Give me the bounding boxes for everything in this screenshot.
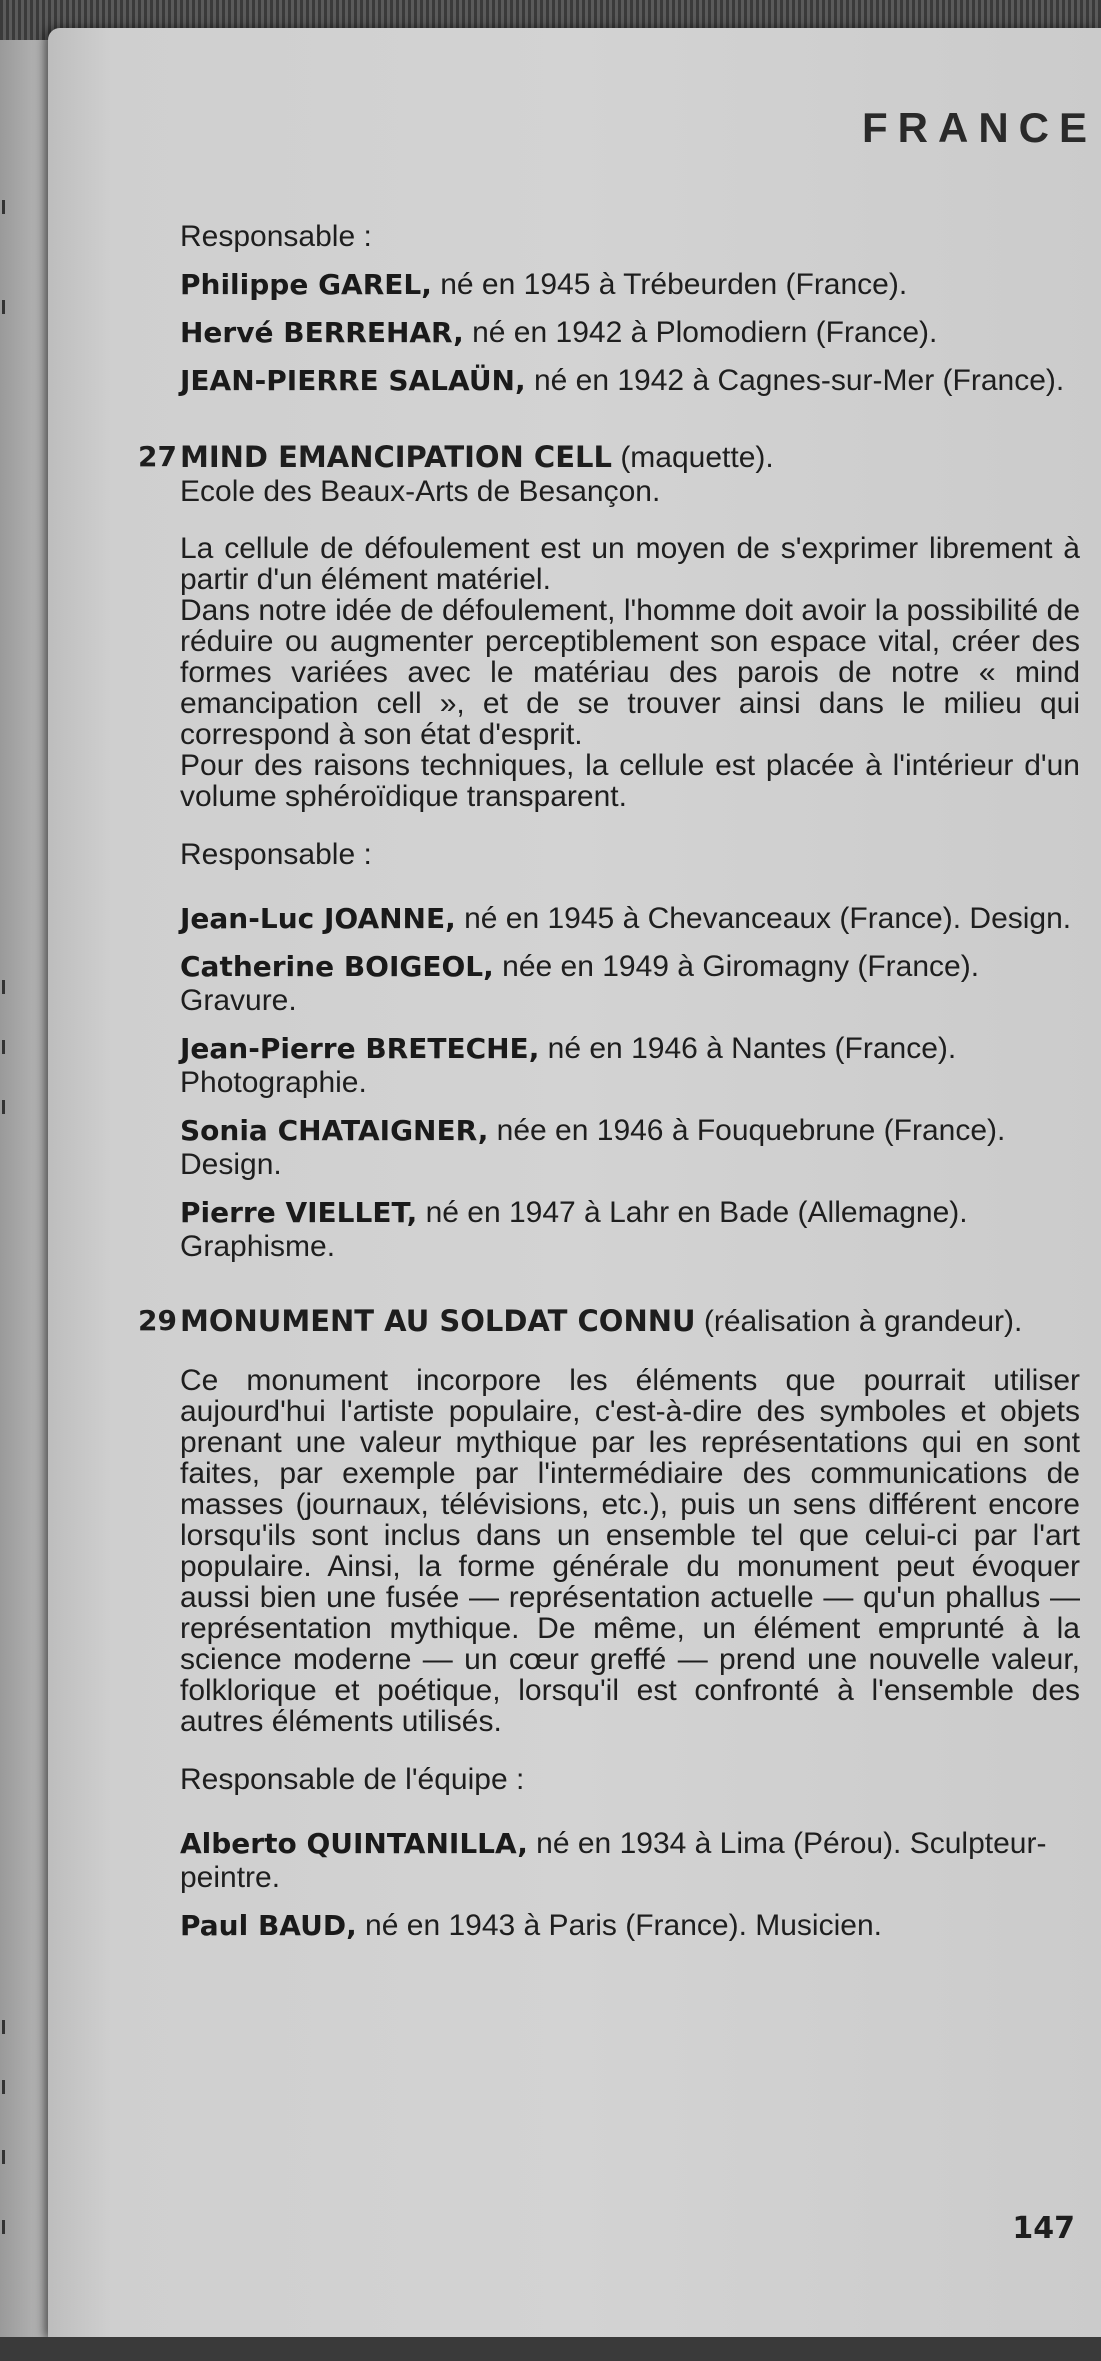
entry-school: Ecole des Beaux-Arts de Besançon. xyxy=(180,475,661,508)
person-info: né en 1942 à Cagnes-sur-Mer (France). xyxy=(525,364,1065,397)
entry-title-line xyxy=(180,1304,1080,1339)
person-info: née en 1949 à Giromagny (France). Gravure. xyxy=(180,950,980,1017)
description-paragraph: Dans notre idée de défoulement, l'homme doit avoir la possibilité de réduire ou augmenter perceptiblement son espace vital, créer des formes variées avec le matériau des parois de notre « mind emancipation cell », et de se trouver ainsi dans le milieu qui correspond à son état d'esprit. xyxy=(180,594,1080,751)
person-name: Pierre VIELLET, xyxy=(180,1196,418,1229)
responsable-label: Responsable : xyxy=(180,220,372,253)
person-entry xyxy=(180,1827,1080,1895)
description-paragraph: Pour des raisons techniques, la cellule est placée à l'intérieur d'un volume sphéroïdique transparent. xyxy=(180,749,1080,813)
page-content xyxy=(138,220,1080,1943)
page-header-country: FRANCE xyxy=(862,104,1097,151)
person-name: JEAN-PIERRE SALAÜN, xyxy=(180,364,526,397)
person-name: Jean-Luc JOANNE, xyxy=(180,902,456,935)
person-entry xyxy=(180,1114,1080,1182)
person-info: né en 1934 à Lima (Pérou). Sculpteur-peintre. xyxy=(180,1827,1047,1894)
responsable-label: Responsable de l'équipe : xyxy=(180,1763,525,1796)
entry-29 xyxy=(138,1304,1080,1943)
person-name: Alberto QUINTANILLA, xyxy=(180,1827,528,1860)
intro-responsables xyxy=(180,220,1080,398)
person-name: Paul BAUD, xyxy=(180,1909,357,1942)
person-info: né en 1947 à Lahr en Bade (Allemagne). Graphisme. xyxy=(180,1196,968,1263)
person-entry xyxy=(180,1909,1080,1943)
entry-description xyxy=(180,533,1080,812)
person-entry xyxy=(180,902,1080,936)
entry-title: MIND EMANCIPATION CELL xyxy=(180,440,612,474)
person-info: né en 1945 à Chevanceaux (France). Design. xyxy=(455,902,1072,935)
person-entry xyxy=(180,268,1080,302)
person-name: Philippe GAREL, xyxy=(180,268,432,301)
person-entry xyxy=(180,316,1080,350)
entry-description xyxy=(180,1365,1080,1737)
person-info: né en 1946 à Nantes (France). Photographie. xyxy=(180,1032,957,1099)
page-number: 147 xyxy=(1012,2211,1075,2246)
entry-title-line xyxy=(180,440,1080,475)
entry-title-suffix: (réalisation à grandeur). xyxy=(695,1305,1023,1338)
person-info: né en 1945 à Trébeurden (France). xyxy=(431,268,908,301)
entry-number: 29 xyxy=(138,1304,177,1337)
person-name: Sonia CHATAIGNER, xyxy=(180,1114,489,1147)
description-paragraph: La cellule de défoulement est un moyen de s'exprimer librement à partir d'un élément matériel. xyxy=(180,532,1080,596)
description-paragraph: Ce monument incorpore les éléments que pourrait utiliser aujourd'hui l'artiste populaire, c'est-à-dire des symboles et objets prenant une valeur mythique par les représentations qui en sont faites, par exemple par l'intermédiaire des communications de masses (journaux, télévisions, etc.), puis un sens différent encore lorsqu'ils sont inclus dans un ensemble tel que celui-ci par l'art populaire. Ainsi, la forme générale du monument peut évoquer aussi bien une fusée — représentation actuelle — qu'un phallus — représentation mythique. De même, un élément emprunté à la science moderne — un cœur greffé — prend une nouvelle valeur, folklorique et poétique, lorsqu'il est confronté à l'ensemble des autres éléments utilisés. xyxy=(180,1364,1080,1738)
entry-number: 27 xyxy=(138,440,177,473)
person-name: Jean-Pierre BRETECHE, xyxy=(180,1032,540,1065)
person-entry xyxy=(180,1196,1080,1264)
entry-title: MONUMENT AU SOLDAT CONNU xyxy=(180,1304,696,1338)
person-entry xyxy=(180,1032,1080,1100)
bottom-scan-edge xyxy=(0,2337,1101,2361)
person-name: Hervé BERREHAR, xyxy=(180,316,464,349)
person-info: né en 1943 à Paris (France). Musicien. xyxy=(356,1909,882,1942)
person-name: Catherine BOIGEOL, xyxy=(180,950,494,983)
responsable-label: Responsable : xyxy=(180,838,372,871)
person-entry xyxy=(180,364,1080,398)
entry-27 xyxy=(138,440,1080,1264)
person-info: né en 1942 à Plomodiern (France). xyxy=(463,316,938,349)
entry-title-suffix: (maquette). xyxy=(611,441,774,474)
person-info: née en 1946 à Fouquebrune (France). Design. xyxy=(180,1114,1006,1181)
person-entry xyxy=(180,950,1080,1018)
